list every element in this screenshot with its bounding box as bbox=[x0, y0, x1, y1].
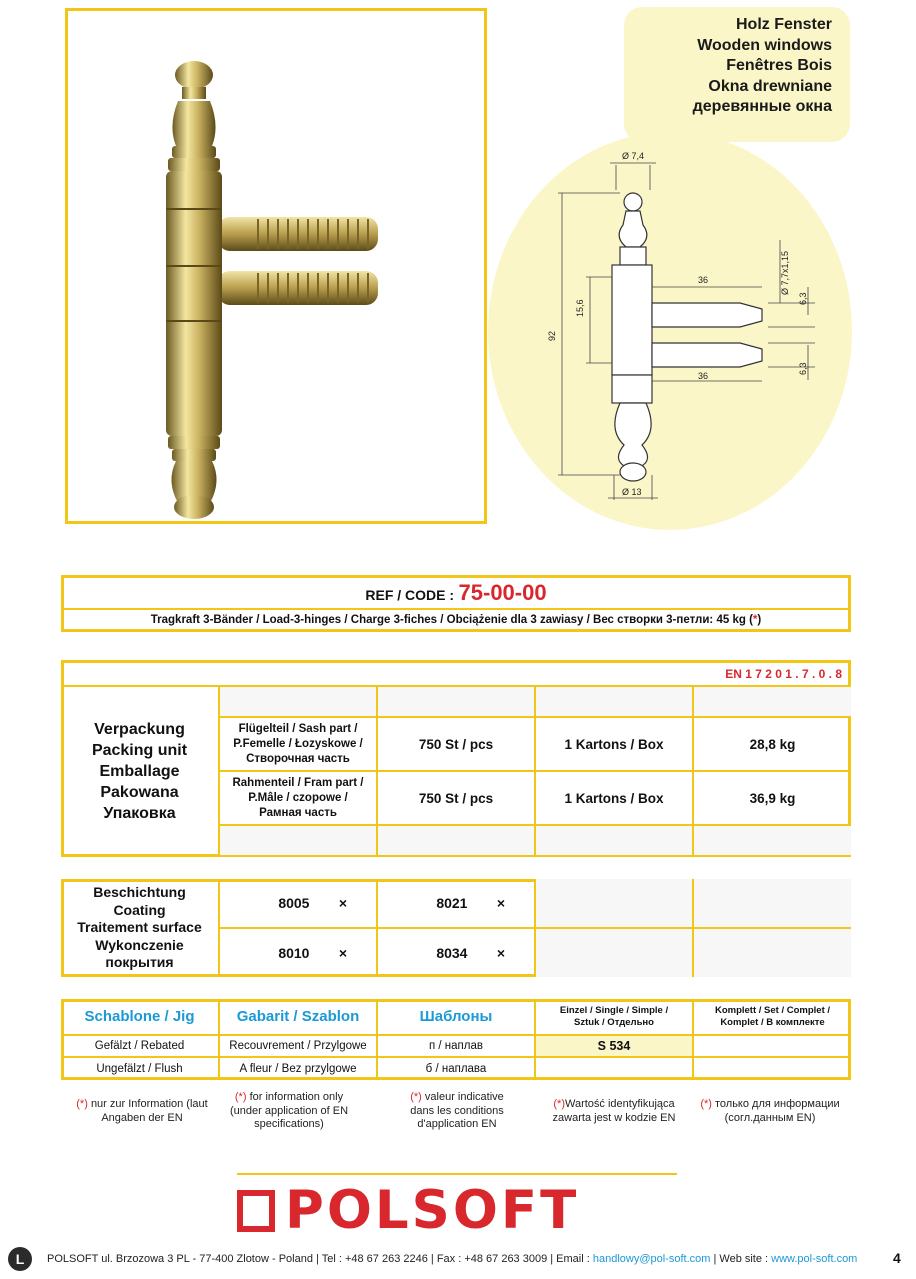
lang-en: Wooden windows bbox=[697, 36, 832, 54]
jig-row bbox=[61, 1035, 851, 1057]
lang-de: Holz Fenster bbox=[735, 16, 832, 33]
footnote-en bbox=[230, 1091, 348, 1132]
packing-qty: 750 St / pcs bbox=[377, 771, 535, 825]
coating-code: 8021 bbox=[436, 895, 468, 911]
dim-spacing-top: 6,3 bbox=[798, 292, 808, 305]
packing-part-line: Flügelteil / Sash part / bbox=[238, 722, 358, 735]
lang-ru: деревянные окна bbox=[692, 98, 832, 115]
packing-boxes: 1 Kartons / Box bbox=[535, 771, 693, 825]
footer-web-label: | Web site : bbox=[710, 1253, 772, 1265]
footnote-star: (*) bbox=[234, 1091, 247, 1103]
coating-cell bbox=[377, 879, 535, 928]
jig-head-5: Komplett / Set / Complet / Komplet / В комплекте bbox=[693, 999, 851, 1035]
coating-mark: × bbox=[338, 945, 348, 961]
dim-bottom-diameter: Ø 13 bbox=[622, 487, 642, 497]
packing-table bbox=[61, 685, 851, 857]
jig-table bbox=[61, 999, 851, 1080]
coating-heading-en: Coating bbox=[113, 901, 166, 918]
product-photo-frame bbox=[65, 8, 487, 524]
footnote-text: только для информации (согл.данным EN) bbox=[714, 1098, 840, 1124]
technical-drawing bbox=[540, 145, 830, 510]
jig-cell: Gefälzt / Rebated bbox=[61, 1035, 219, 1057]
jig-header-row bbox=[61, 999, 851, 1035]
page-number: 4 bbox=[893, 1250, 901, 1266]
coating-heading-pl: Wykonczenie bbox=[95, 936, 184, 953]
coating-empty-cell bbox=[535, 879, 693, 928]
footnote-star: (*) bbox=[553, 1098, 565, 1110]
footnote-text: valeur indicative dans les conditions d'application EN bbox=[410, 1091, 504, 1130]
load-capacity-close: ) bbox=[757, 614, 762, 626]
en-standard-row bbox=[64, 663, 848, 687]
coating-table bbox=[61, 879, 851, 977]
packing-empty-cell bbox=[535, 825, 693, 856]
en-standard: EN 1 7 2 0 1 . 7 . 0 . 8 bbox=[725, 667, 842, 681]
packing-box bbox=[61, 660, 851, 857]
language-badge bbox=[624, 7, 850, 142]
coating-code: 8005 bbox=[278, 895, 310, 911]
coating-empty-cell bbox=[535, 928, 693, 977]
coating-row bbox=[61, 879, 851, 928]
coating-heading-de: Beschichtung bbox=[93, 884, 186, 901]
coating-code: 8010 bbox=[278, 945, 310, 961]
packing-part-line: Рамная часть bbox=[259, 806, 337, 819]
packing-part-line: P.Femelle / Łozyskowe / bbox=[233, 737, 363, 750]
jig-head-3: Шаблоны bbox=[377, 999, 535, 1035]
packing-empty-cell bbox=[535, 686, 693, 717]
coating-mark: × bbox=[496, 895, 506, 911]
packing-weight: 28,8 kg bbox=[693, 717, 851, 771]
coating-heading-fr: Traitement surface bbox=[77, 919, 202, 936]
packing-part-line: Створочная часть bbox=[246, 752, 350, 765]
logo-text: POLSOFT bbox=[285, 1180, 580, 1241]
load-capacity-line bbox=[64, 610, 848, 630]
footnote-fr bbox=[400, 1091, 514, 1132]
packing-part-line: P.Mâle / czopowe / bbox=[248, 791, 348, 804]
packing-empty-cell bbox=[693, 825, 851, 856]
footer-logo-icon: L bbox=[8, 1247, 32, 1271]
footnote-star: (*) bbox=[410, 1091, 422, 1103]
packing-qty: 750 St / pcs bbox=[377, 717, 535, 771]
packing-heading bbox=[61, 686, 219, 856]
packing-part-line: Rahmenteil / Fram part / bbox=[232, 776, 364, 789]
footnote-star: (*) bbox=[700, 1098, 712, 1110]
jig-head-1: Schablone / Jig bbox=[61, 999, 219, 1035]
footer-website-link[interactable]: www.pol-soft.com bbox=[771, 1253, 858, 1265]
jig-cell-single: S 534 bbox=[535, 1035, 693, 1057]
footnote-de bbox=[72, 1098, 212, 1125]
footnote-ru bbox=[696, 1098, 844, 1125]
coating-empty-cell bbox=[693, 928, 851, 977]
packing-part-sash bbox=[219, 717, 377, 771]
dim-spacing-bottom: 6,3 bbox=[798, 362, 808, 375]
jig-cell: Recouvrement / Przylgowe bbox=[219, 1035, 377, 1057]
dim-pin-length-top: 36 bbox=[698, 275, 709, 285]
jig-cell: п / наплав bbox=[377, 1035, 535, 1057]
polsoft-logo bbox=[237, 1180, 580, 1241]
coating-code: 8034 bbox=[436, 945, 468, 961]
jig-cell bbox=[535, 1057, 693, 1080]
packing-heading-fr: Emballage bbox=[99, 762, 180, 780]
footer-email-link[interactable]: handlowy@pol-soft.com bbox=[592, 1253, 711, 1265]
packing-heading-de: Verpackung bbox=[94, 720, 185, 738]
ref-code-value: 75-00-00 bbox=[458, 580, 547, 605]
footnote-star: (*) bbox=[76, 1098, 88, 1110]
jig-head-4: Einzel / Single / Simple / Sztuk / Отдельно bbox=[535, 999, 693, 1035]
footer-address: POLSOFT ul. Brzozowa 3 PL - 77-400 Zlotow - Poland | Tel : +48 67 263 2246 | Fax : +48 67 263 3009 | Email : bbox=[47, 1253, 593, 1265]
packing-heading-pl: Pakowana bbox=[100, 783, 179, 801]
lang-pl: Okna drewniane bbox=[708, 77, 832, 95]
packing-heading-ru: Упаковка bbox=[103, 804, 176, 822]
dim-pin-length-bottom: 36 bbox=[698, 371, 709, 381]
logo-top-rule bbox=[237, 1173, 677, 1175]
coating-heading-ru: покрытия bbox=[105, 954, 174, 971]
footnote-text: nur zur Information (laut Angaben der EN bbox=[90, 1098, 208, 1124]
dim-pin-diameter: Ø 7,7x1,15 bbox=[780, 250, 790, 295]
coating-box bbox=[61, 879, 851, 977]
packing-empty-cell bbox=[693, 686, 851, 717]
lang-fr: Fenêtres Bois bbox=[726, 57, 832, 74]
coating-cell bbox=[219, 928, 377, 977]
coating-mark: × bbox=[496, 945, 506, 961]
packing-boxes: 1 Kartons / Box bbox=[535, 717, 693, 771]
jig-box bbox=[61, 999, 851, 1080]
footnote-pl bbox=[544, 1098, 684, 1125]
packing-empty-cell bbox=[377, 825, 535, 856]
packing-heading-en: Packing unit bbox=[91, 741, 188, 759]
packing-part-frame bbox=[219, 771, 377, 825]
ref-code-label: REF / CODE : bbox=[365, 587, 455, 603]
packing-empty-cell bbox=[219, 686, 377, 717]
dim-total-height: 92 bbox=[547, 330, 557, 341]
ref-code-box bbox=[61, 575, 851, 632]
logo-square-icon bbox=[237, 1190, 275, 1232]
coating-mark: × bbox=[338, 895, 348, 911]
dim-inner-height: 15,6 bbox=[575, 299, 585, 317]
packing-weight: 36,9 kg bbox=[693, 771, 851, 825]
ref-code-line bbox=[64, 578, 848, 610]
jig-cell: б / наплава bbox=[377, 1057, 535, 1080]
dim-top-diameter: Ø 7,4 bbox=[622, 151, 645, 161]
load-capacity-text: Tragkraft 3-Bänder / Load-3-hinges / Charge 3-fiches / Obciążenie dla 3 zawiasy / Вес створки 3-петли: 45 kg ( bbox=[150, 614, 753, 626]
jig-cell: A fleur / Bez przylgowe bbox=[219, 1057, 377, 1080]
jig-cell bbox=[693, 1057, 851, 1080]
coating-heading bbox=[61, 879, 219, 977]
jig-row bbox=[61, 1057, 851, 1080]
jig-cell bbox=[693, 1035, 851, 1057]
packing-empty-cell bbox=[219, 825, 377, 856]
packing-empty-cell bbox=[377, 686, 535, 717]
jig-head-2: Gabarit / Szablon bbox=[219, 999, 377, 1035]
footnote-text: Wartość identyfikująca zawarta jest w kodzie EN bbox=[552, 1098, 676, 1124]
coating-cell bbox=[377, 928, 535, 977]
hinge-photo bbox=[68, 11, 484, 521]
coating-empty-cell bbox=[693, 879, 851, 928]
footer-contact bbox=[47, 1253, 857, 1265]
load-capacity-star: * bbox=[752, 614, 758, 626]
footnote-text: for information only (under application of EN specifications) bbox=[230, 1091, 349, 1130]
coating-cell bbox=[219, 879, 377, 928]
jig-cell: Ungefälzt / Flush bbox=[61, 1057, 219, 1080]
